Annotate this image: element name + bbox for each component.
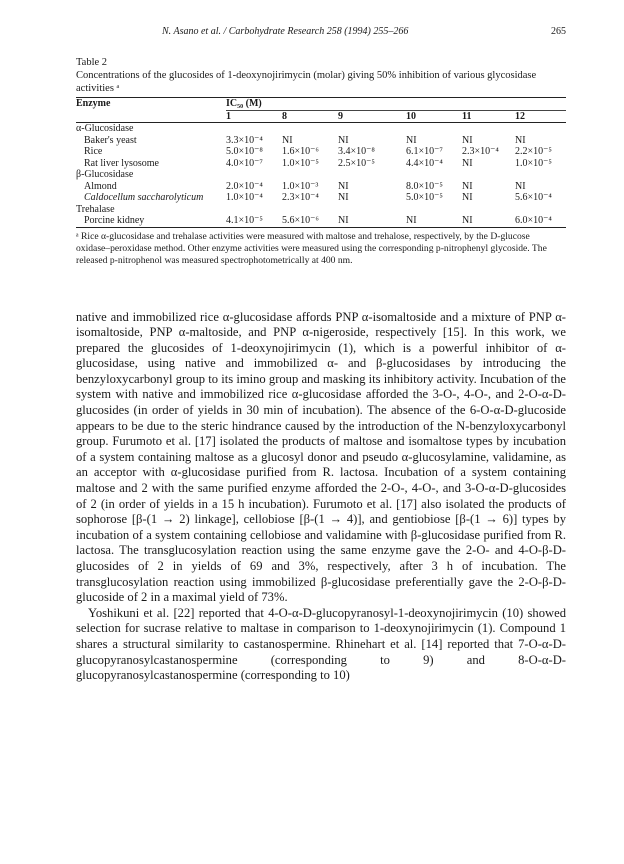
ic50-value: 8.0×10⁻⁵	[406, 180, 443, 192]
ic50-value: NI	[338, 134, 349, 146]
journal-header: N. Asano et al. / Carbohydrate Research 258 (1994) 255–266	[162, 26, 409, 37]
ic50-value	[515, 123, 566, 135]
ic50-value: 2.3×10⁻⁴	[462, 146, 499, 157]
ic50-value: 1.0×10⁻³	[282, 180, 319, 192]
ic50-value: 5.0×10⁻⁵	[406, 192, 443, 203]
ic50-value: 2.3×10⁻⁴	[282, 192, 319, 203]
ic50-value: NI	[338, 215, 349, 226]
ic50-value	[338, 123, 406, 135]
ic50-value	[226, 169, 282, 181]
ic50-value: 1.0×10⁻⁵	[515, 157, 552, 169]
ic50-value: 2.2×10⁻⁵	[515, 146, 552, 157]
paragraph: Yoshikuni et al. [22] reported that 4-O-α-D-glucopyranosyl-1-deoxynojirimycin (10) showed selection for sucrase relative to maltase in comparison to 1-deoxynojirimycin (1). Compound 1 shares a structural similarity to castanospermine. Rhinehart et al. [14] reported that 7-O-α-D-glucopyranosylcastanospermine (corresponding to 9) and 8-O-α-D-glucopyranosylcastanospermine (corresponding to 10)	[76, 605, 566, 683]
ic50-value: 2.5×10⁻⁵	[338, 157, 375, 169]
col-compound: 10	[406, 110, 462, 123]
paper-page	[76, 20, 566, 684]
ic50-value: 2.0×10⁻⁴	[226, 180, 263, 192]
ic50-value	[226, 204, 282, 216]
ic50-value: NI	[406, 215, 417, 226]
table-label: Table 2	[76, 57, 108, 68]
ic50-value: 4.4×10⁻⁴	[406, 157, 443, 169]
ic50-value	[406, 204, 462, 216]
ic50-value	[226, 123, 282, 135]
ic50-value	[282, 169, 338, 181]
page-number: 265	[551, 26, 566, 37]
ic50-value: NI	[282, 134, 293, 146]
col-compound: 1	[226, 110, 282, 123]
ic50-value: 6.0×10⁻⁴	[515, 215, 552, 226]
ic50-value: NI	[462, 192, 473, 203]
running-head	[76, 20, 566, 42]
ic50-value: NI	[462, 215, 473, 226]
col-compound: 12	[515, 110, 566, 123]
enzyme-name: Caldocellum saccharolyticum	[84, 192, 204, 203]
ic50-value: NI	[515, 134, 526, 146]
enzyme-name: Baker's yeast	[84, 134, 137, 146]
ic50-value	[282, 123, 338, 135]
ic50-value	[406, 123, 462, 135]
col-compound: 9	[338, 110, 406, 123]
enzyme-name: Trehalase	[76, 203, 115, 215]
ic50-value: NI	[338, 180, 349, 192]
table-row	[76, 158, 566, 170]
ic50-value: NI	[462, 157, 473, 169]
table-row	[76, 192, 566, 204]
enzyme-name: α-Glucosidase	[76, 123, 134, 134]
ic50-value	[462, 169, 515, 181]
table-group-row	[76, 169, 566, 181]
ic50-value: NI	[462, 180, 473, 192]
col-compound: 11	[462, 110, 515, 123]
table-group-row	[76, 123, 566, 135]
enzyme-name: Porcine kidney	[84, 215, 145, 226]
ic50-value: 1.0×10⁻⁴	[226, 192, 263, 203]
ic50-value: NI	[515, 180, 526, 192]
table-group-row	[76, 204, 566, 216]
ic50-value	[515, 169, 566, 181]
ic50-value	[282, 204, 338, 216]
ic50-value: NI	[338, 192, 349, 203]
ic50-value: 4.1×10⁻⁵	[226, 215, 263, 226]
enzyme-name: Almond	[84, 180, 117, 192]
table-row	[76, 215, 566, 227]
ic50-value: 5.6×10⁻⁶	[282, 215, 319, 226]
body-text	[76, 310, 566, 684]
table-row	[76, 181, 566, 193]
enzyme-name: Rice	[84, 146, 103, 157]
header-ic50: IC₅₀ (M)	[226, 98, 262, 109]
table-row	[76, 146, 566, 158]
enzyme-name: β-Glucosidase	[76, 169, 134, 180]
ic50-value: NI	[462, 134, 473, 146]
ic50-value	[462, 204, 515, 216]
ic50-value	[462, 123, 515, 135]
table-caption: Concentrations of the glucosides of 1-deoxynojirimycin (molar) giving 50% inhibition of various glycosidase activities ᵃ	[76, 70, 537, 94]
ic50-value: 3.4×10⁻⁸	[338, 146, 375, 157]
ic50-value: 5.6×10⁻⁴	[515, 192, 552, 203]
ic50-value	[338, 169, 406, 181]
ic50-value: NI	[406, 134, 417, 146]
ic50-value: 1.0×10⁻⁵	[282, 157, 319, 169]
ic50-value: 5.0×10⁻⁸	[226, 146, 263, 157]
col-compound: 8	[282, 110, 338, 123]
enzyme-name: Rat liver lysosome	[84, 157, 159, 169]
ic50-value: 1.6×10⁻⁶	[282, 146, 319, 157]
paragraph: native and immobilized rice α-glucosidase affords PNP α-isomaltoside and a mixture of PNP α-isomaltoside, PNP α-maltoside, and PNP α-nigeroside, respectively [15]. In this work, we prepared the glucosides of 1-deoxynojirimycin (1), which is a powerful inhibitor of α-glucosidase, using native and immobilized α- and β-glucosidases by introducing the benzyloxycarbonyl group to its imino group and masking its inhibitory activity. Incubation of the system with native and immobilized rice α-glucosidase afforded the 3-O-, 4-O-, and 2-O-α-D-glucosides (in order of yields in 30 min of incubation). The absence of the 6-O-α-D-glucoside appears to be due to the steric hindrance caused by the introduction of the N-benzyloxycarbonyl group. Furumoto et al. [17] isolated the products of maltose and isomaltose types by incubation of a system containing maltose as a glucosyl donor and pseudo α-glucosylamine, validamine, as an acceptor with α-glucosidase purified from R. lactosa. Incubation of a system containing maltose and 2 with the same purified enzyme afforded the 2-O-, 4-O-, and 3-O-α-D-glucosides of 2 (in order of yields in a 15 h incubation). Furumoto et al. [17] also isolated the products of sophorose [β-(1 → 2) linkage], cellobiose [β-(1 → 4)], and gentiobiose [β-(1 → 6)] types by incubation of a system containing cellobiose and validamine with β-glucosidase purified from R. lactosa. The transglucosylation reaction using the same enzyme gave the 2-O- and 4-O-β-D-glucosides of 2 in yields of 69 and 3%, respectively, after 3 h of incubation. The transglucosylation reaction using immobilized β-glucosidase preferentially gave the 2-O-β-D-glucoside of 2 in a maximal yield of 73%.	[76, 309, 566, 605]
ic50-value: 4.0×10⁻⁷	[226, 157, 263, 169]
table-row	[76, 135, 566, 147]
ic50-value: 3.3×10⁻⁴	[226, 134, 263, 146]
ic50-value	[338, 204, 406, 216]
ic50-value	[515, 204, 566, 216]
ic50-value	[406, 169, 462, 181]
ic50-value: 6.1×10⁻⁷	[406, 146, 443, 157]
header-enzyme: Enzyme	[76, 98, 111, 109]
ic50-table	[76, 97, 566, 228]
table-footnote: ᵃ Rice α-glucosidase and trehalase activities were measured with maltose and trehalose, respectively, by the D-glucose oxidase–peroxidase method. Other enzyme activities were measured using the corresponding p-nitrophenyl glycoside. The released p-nitrophenol was measured spectrophotometrically at 400 nm.	[76, 230, 547, 266]
